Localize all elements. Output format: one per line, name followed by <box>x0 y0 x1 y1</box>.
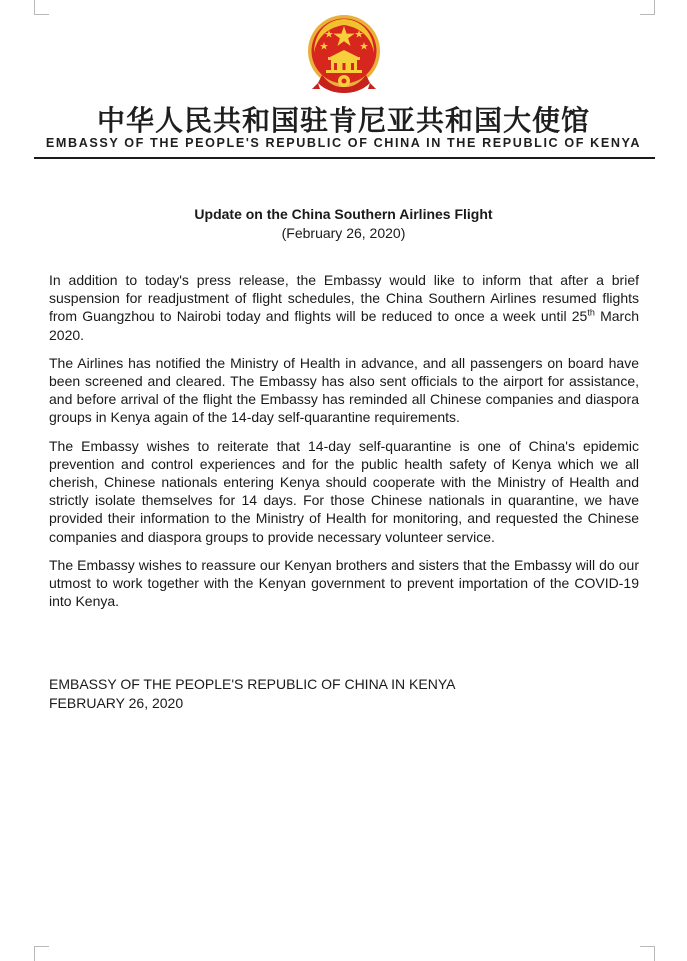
paragraph-text: March 2020. <box>49 308 639 343</box>
signature-date: FEBRUARY 26, 2020 <box>49 694 184 711</box>
crop-mark-top-left <box>34 0 49 15</box>
crop-mark-bottom-right <box>640 946 655 961</box>
paragraph: The Embassy wishes to reassure our Kenyan brothers and sisters that the Embassy will do our utmost to work together with the Kenyan government to prevent importation of the COVID-19 into Kenya. <box>49 556 639 610</box>
ordinal-suffix: th <box>587 307 595 318</box>
embassy-name-english: EMBASSY OF THE PEOPLE'S REPUBLIC OF CHINA IN THE REPUBLIC OF KENYA <box>45 136 642 150</box>
paragraph-text: In addition to today's press release, the Embassy would like to inform that after a brief suspension for readjustment of flight schedules, the China Southern Airlines resumed flights from Guangzhou to Nairobi today and flights will be reduced to once a week until 25 <box>49 272 639 325</box>
crop-mark-bottom-left <box>34 946 49 961</box>
signature-block <box>49 675 455 712</box>
signature-organization: EMBASSY OF THE PEOPLE'S REPUBLIC OF CHINA IN KENYA <box>49 676 456 692</box>
document-date: (February 26, 2020) <box>281 225 406 241</box>
paragraph: The Embassy wishes to reiterate that 14-day self-quarantine is one of China's epidemic prevention and control experiences and for the public health safety of Kenya which we all cherish, Chinese nationals entering Kenya should cooperate with the Ministry of Health and strictly isolate themselves for 14 days. For those Chinese nationals in quarantine, we have provided their information to the Ministry of Health for monitoring, and requested the Chinese companies and diaspora groups to provide necessary volunteer service. <box>49 437 639 545</box>
paragraph <box>49 271 639 344</box>
header-divider <box>34 157 655 159</box>
embassy-name-chinese: 中华人民共和国驻肯尼亚共和国大使馆 <box>96 104 590 137</box>
document-title: Update on the China Southern Airlines Flight <box>194 206 493 222</box>
national-emblem-icon <box>306 13 382 95</box>
paragraph: The Airlines has notified the Ministry of Health in advance, and all passengers on board have been screened and cleared. The Embassy has also sent officials to the airport for assistance, and before arrival of the flight the Embassy has reminded all Chinese companies and diaspora groups in Kenya again of the 14-day self-quarantine requirements. <box>49 354 639 426</box>
document-body <box>49 271 639 620</box>
crop-mark-top-right <box>640 0 655 15</box>
